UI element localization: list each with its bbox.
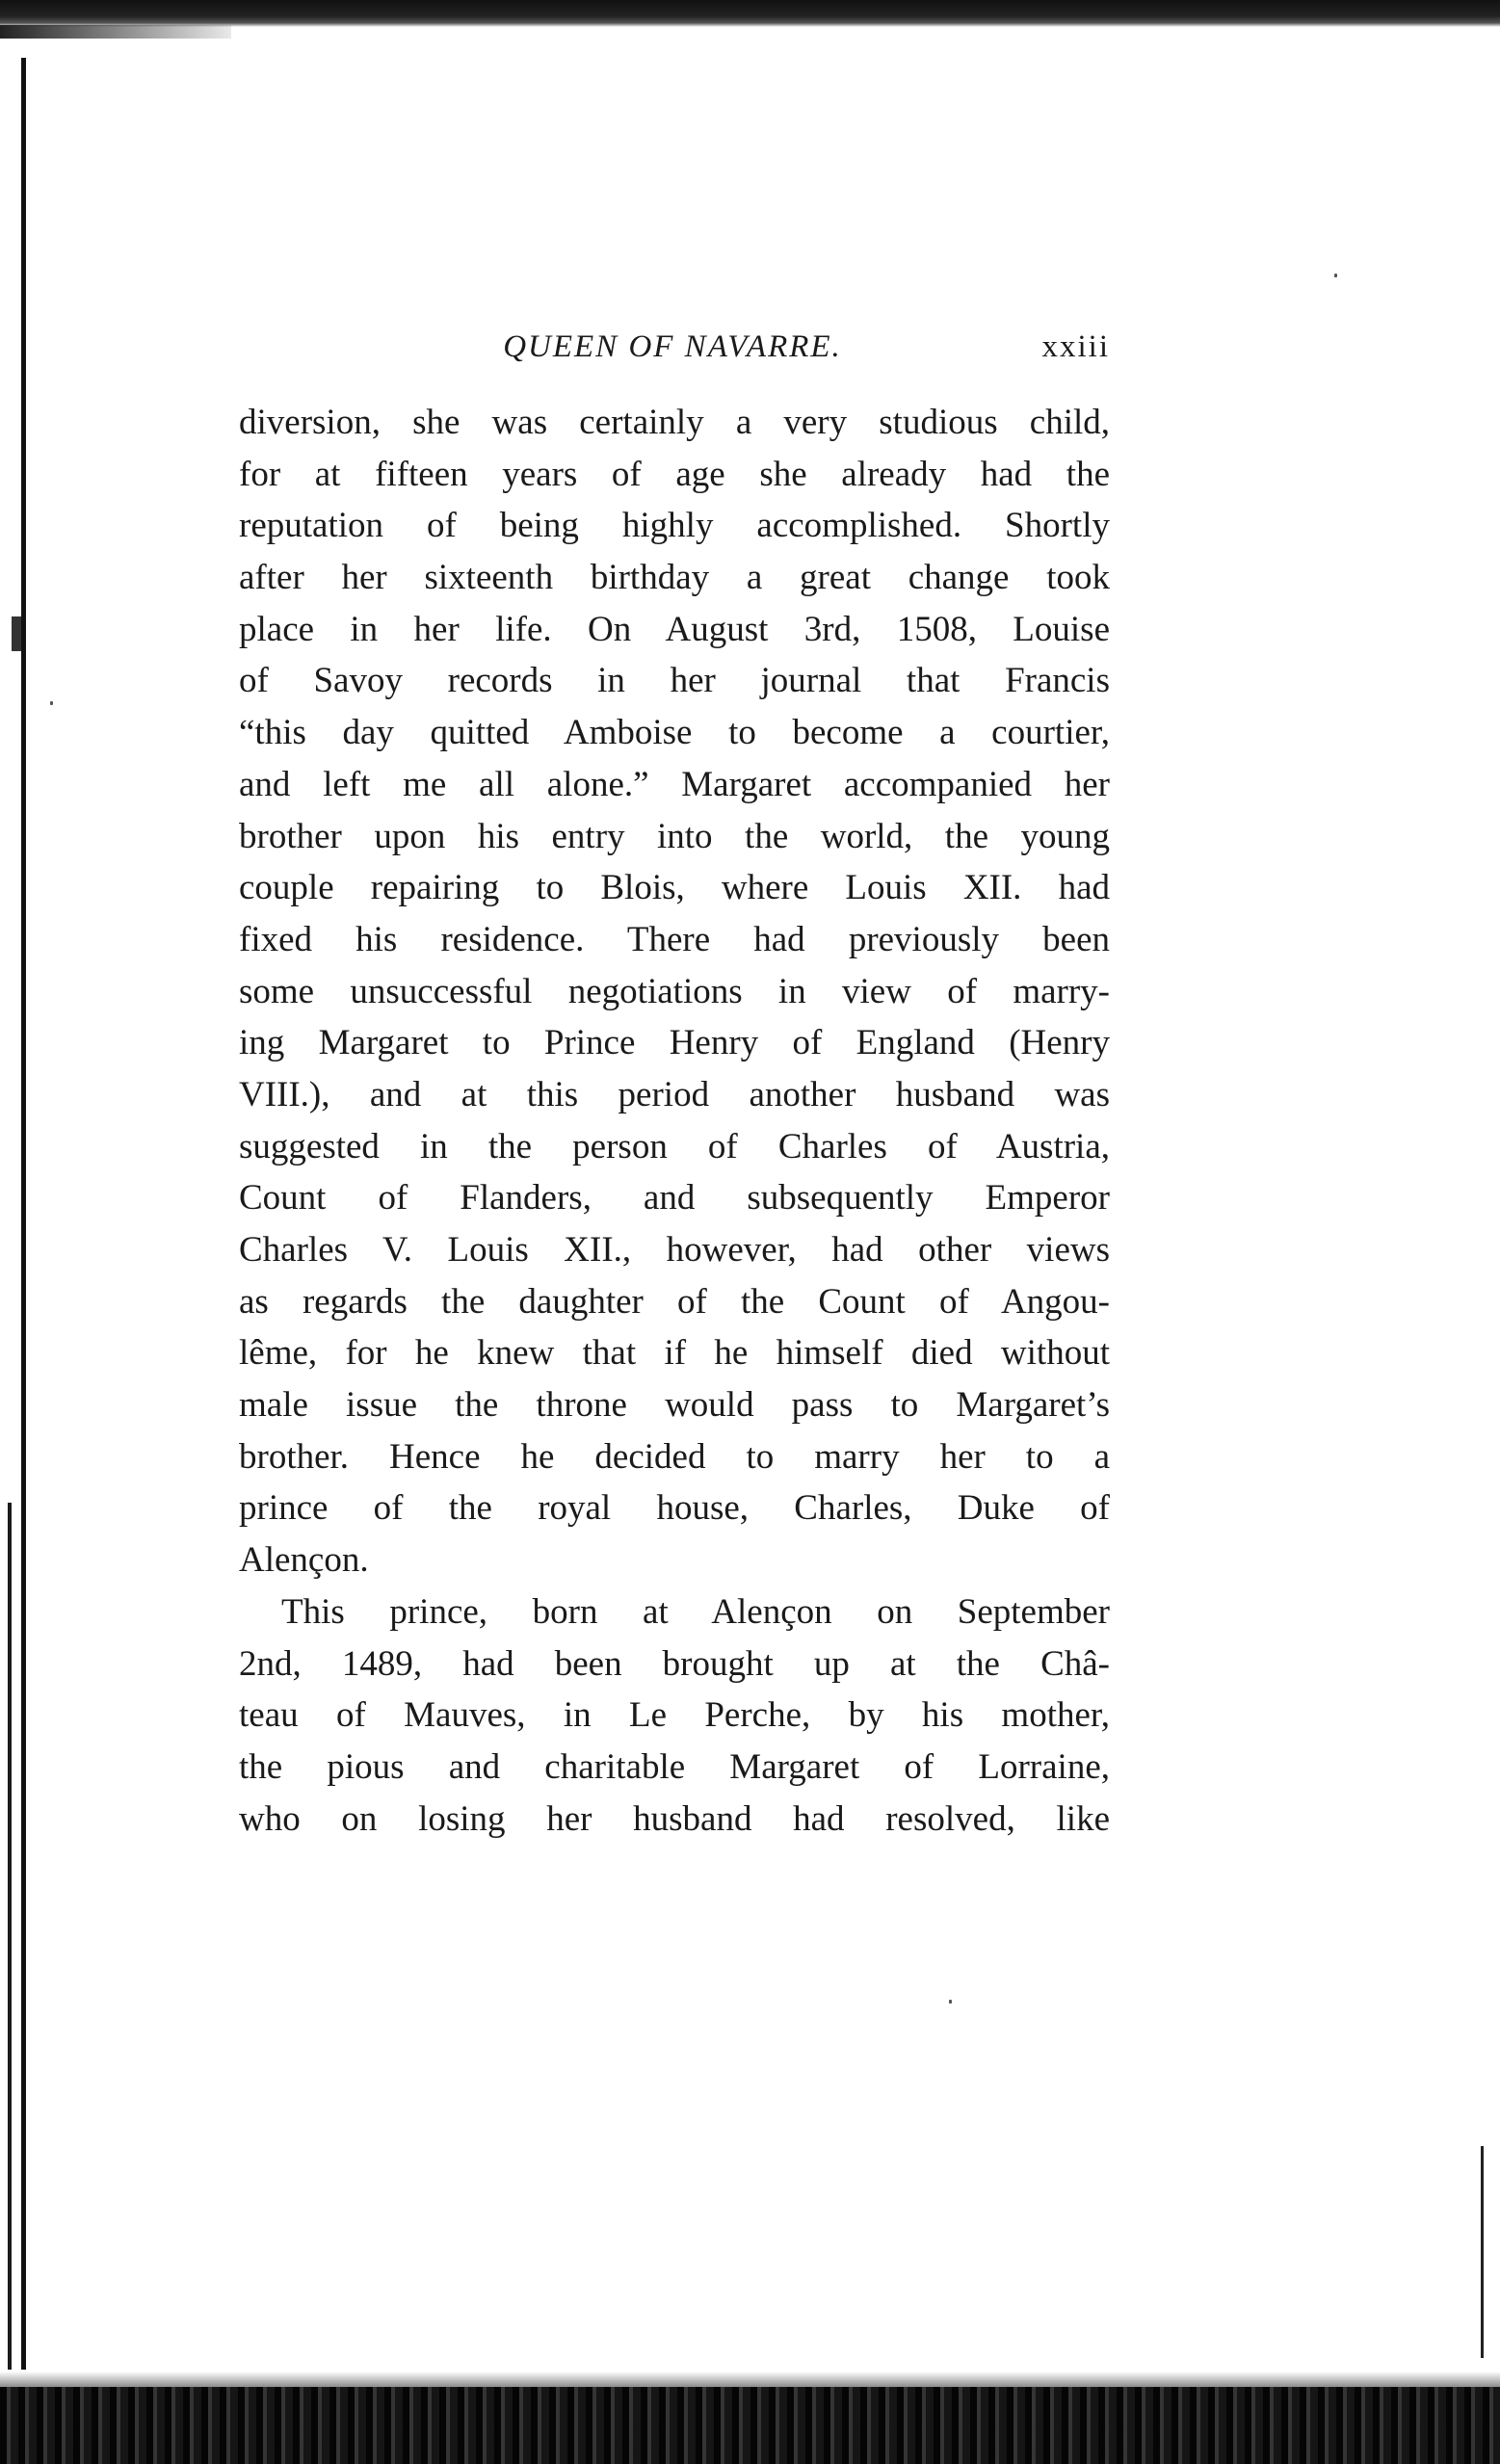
text-line: “this day quitted Amboise to become a courtier, [239,713,1110,753]
text-line: place in her life. On August 3rd, 1508, Louise [239,609,1110,649]
text-line: 2nd, 1489, had been brought up at the Châ- [239,1643,1110,1684]
scan-speck [1334,274,1337,277]
text-line: Count of Flanders, and subsequently Emperor [239,1178,1110,1219]
scan-right-edge-mark [1481,2146,1484,2358]
running-title: QUEEN OF NAVARRE. [503,329,842,364]
text-line: suggested in the person of Charles of Austria, [239,1126,1110,1166]
scan-bottom-edge [0,2387,1500,2464]
text-line: lême, for he knew that if he himself died without [239,1333,1110,1374]
scan-left-edge-inner [8,1503,12,2370]
text-line: couple repairing to Blois, where Louis XII. had [239,868,1110,908]
text-line: the pious and charitable Margaret of Lorraine, [239,1746,1110,1787]
scan-speck [949,2000,952,2004]
text-line: as regards the daughter of the Count of Angou- [239,1281,1110,1322]
running-head [239,324,1110,370]
text-line: Charles V. Louis XII., however, had other views [239,1230,1110,1270]
scan-top-edge-shadow [0,25,231,39]
scan-left-edge [21,58,26,2370]
text-line: ing Margaret to Prince Henry of England (Henry [239,1023,1110,1063]
text-line: diversion, she was certainly a very studious child, [239,403,1110,442]
body-text [239,397,1110,1845]
scan-left-edge-mark [12,616,21,651]
scan-top-edge [0,0,1500,27]
text-line: VIII.), and at this period another husband was [239,1074,1110,1114]
text-line: of Savoy records in her journal that Francis [239,661,1110,701]
text-line: teau of Mauves, in Le Perche, by his mother, [239,1695,1110,1736]
paragraph-start-line: This prince, born at Alençon on September [281,1591,1110,1632]
text-line: for at fifteen years of age she already had the [239,454,1110,494]
text-line: some unsuccessful negotiations in view of marry- [239,971,1110,1011]
text-line: brother upon his entry into the world, the young [239,816,1110,856]
paragraph-end-line: Alençon. [239,1540,369,1581]
text-line: reputation of being highly accomplished. Shortly [239,506,1110,546]
text-line: fixed his residence. There had previously been [239,919,1110,959]
text-line: prince of the royal house, Charles, Duke of [239,1488,1110,1529]
text-line: after her sixteenth birthday a great change took [239,558,1110,598]
page-number: xxiii [1041,329,1110,364]
text-line: who on losing her husband had resolved, like [239,1798,1110,1839]
scan-speck [50,701,53,705]
text-line: brother. Hence he decided to marry her to a [239,1436,1110,1477]
text-line: and left me all alone.” Margaret accompanied her [239,764,1110,804]
text-line: male issue the throne would pass to Margaret’s [239,1385,1110,1426]
